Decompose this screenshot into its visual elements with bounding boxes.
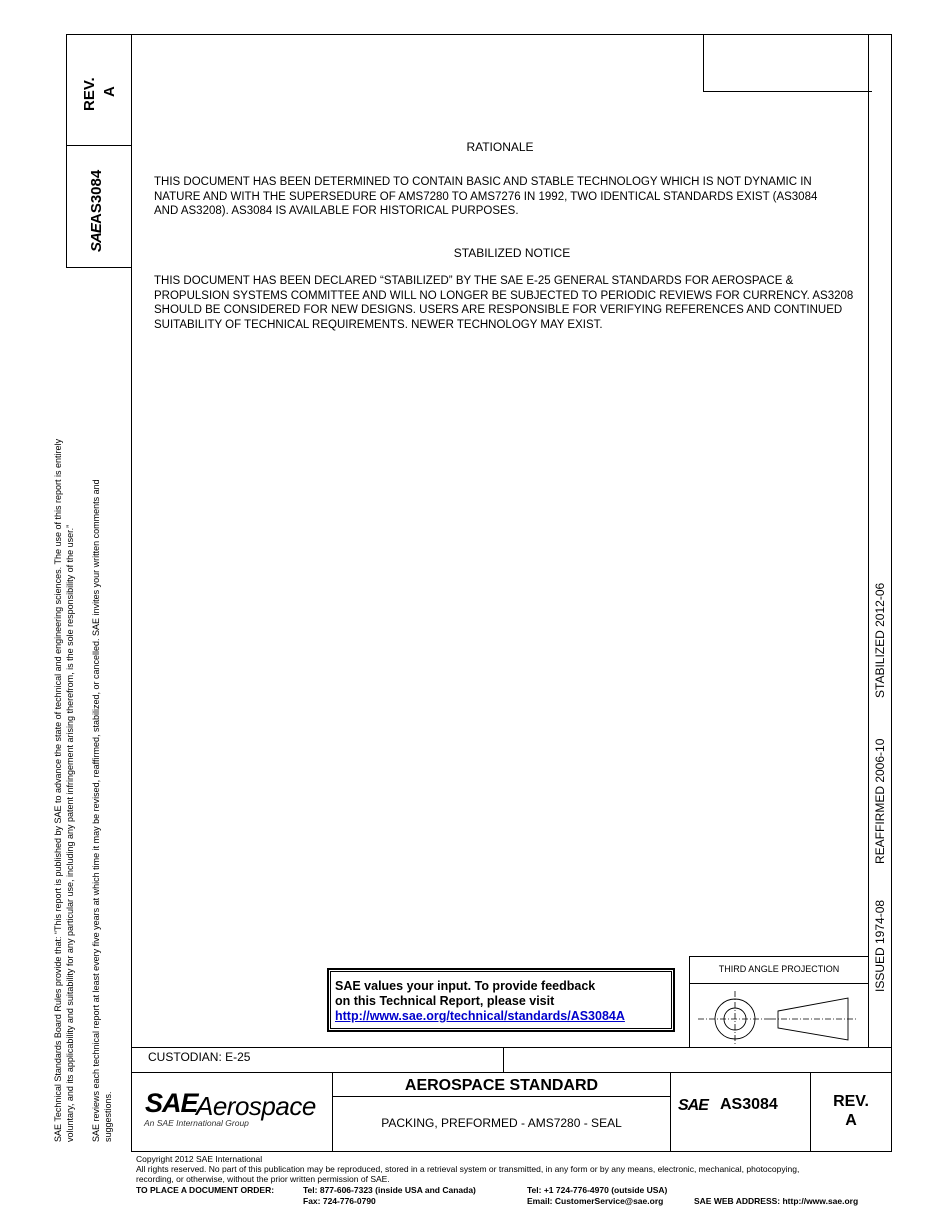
footer-rights-1: All rights reserved. No part of this publication may be reproduced, stored in a retrieval system or transmitted, in any form or by any means, electronic, mechanical, photocopying, — [136, 1164, 800, 1174]
footer-tel-usa: Tel: 877-606-7323 (inside USA and Canada) — [303, 1185, 476, 1195]
feedback-line1: SAE values your input. To provide feedback — [335, 979, 596, 993]
custodian-label: CUSTODIAN: E-25 — [148, 1050, 251, 1064]
sae-aerospace-logo: SAE — [145, 1088, 198, 1118]
stabilized-text: THIS DOCUMENT HAS BEEN DECLARED “STABILIZED” BY THE SAE E-25 GENERAL STANDARDS FOR AEROSPACE & PROPULSION SYSTEMS COMMITTEE AND WILL NO LONGER BE SUBJECTED TO PERIODIC REVIEWS FOR CURRENCY. AS3208 SHOULD BE CONSIDERED FOR NEW DESIGNS. USERS ARE RESPONSIBLE FOR VERIFYING REFERENCES AND CONTINUED SUITABILITY OF TECHNICAL REQUIREMENTS. NEWER TECHNOLOGY MAY EXIST. — [154, 275, 854, 331]
footer-tel-outside: Tel: +1 724-776-4970 (outside USA) — [527, 1185, 668, 1195]
aerospace-wordmark: Aerospace — [196, 1091, 316, 1121]
margin-notice-line1: SAE Technical Standards Board Rules provide that: “This report is published by SAE to advance the state of technical and engineering sciences. The use of this report is entirely — [53, 438, 63, 1142]
standard-heading: AEROSPACE STANDARD — [404, 1077, 599, 1094]
footer-rights-2: recording, or otherwise, without the prior written permission of SAE. — [136, 1174, 390, 1184]
docnum-sae-logo: SAE — [678, 1097, 708, 1114]
standard-subject: PACKING, PREFORMED - AMS7280 - SEAL — [381, 1116, 622, 1130]
spine-divider — [66, 145, 132, 146]
corner-box-bottom — [703, 91, 872, 92]
rationale-text: THIS DOCUMENT HAS BEEN DETERMINED TO CONTAIN BASIC AND STABLE TECHNOLOGY WHICH IS NOT DYNAMIC IN NATURE AND WITH THE SUPERSEDURE OF AMS7280 TO AMS7276 IN 1992, TWO IDENTICAL STANDARDS EXIST (AS3084 AND AS3208). AS3084 IS AVAILABLE FOR HISTORICAL PURPOSES. — [154, 176, 818, 217]
projection-symbol-icon — [690, 985, 868, 1047]
feedback-line2: on this Technical Report, please visit — [335, 994, 555, 1008]
right-strip-line — [868, 34, 869, 1048]
projection-label: THIRD ANGLE PROJECTION — [718, 964, 840, 974]
footer-order-label: TO PLACE A DOCUMENT ORDER: — [136, 1185, 275, 1195]
rationale-title: RATIONALE — [466, 140, 534, 154]
margin-notice-line2: voluntary, and its applicability and suitability for any particular use, including any patent infringement arising therefrom, is the sole responsibility of the user.” — [65, 524, 75, 1142]
custodian-top-line — [131, 1047, 892, 1048]
custodian-divider — [503, 1047, 504, 1073]
margin-notice-line4: suggestions. — [103, 1091, 113, 1142]
spine-rev-value: A — [101, 86, 118, 97]
title-rev-value: A — [845, 1112, 857, 1129]
projection-divider — [689, 983, 869, 984]
spine-doc-number: AS3084 — [88, 169, 105, 224]
issued-date: ISSUED 1974-08 — [873, 899, 887, 992]
corner-box-left — [703, 34, 704, 92]
footer-copyright: Copyright 2012 SAE International — [136, 1154, 263, 1164]
heading-divider — [333, 1096, 670, 1097]
spine-sae-logo: SAE — [88, 224, 105, 252]
heading-box-right — [670, 1072, 671, 1152]
logo-subtitle: An SAE International Group — [144, 1118, 249, 1128]
stabilized-title: STABILIZED NOTICE — [453, 246, 571, 260]
feedback-link[interactable]: http://www.sae.org/technical/standards/AS3084A — [335, 1009, 625, 1023]
footer-web[interactable]: SAE WEB ADDRESS: http://www.sae.org — [694, 1196, 859, 1206]
spine-rev-label: REV. — [81, 77, 98, 111]
footer-fax: Fax: 724-776-0790 — [303, 1196, 376, 1206]
footer-email[interactable]: Email: CustomerService@sae.org — [527, 1196, 664, 1206]
margin-notice-line3: SAE reviews each technical report at least every five years at which time it may be revised, reaffirmed, stabilized, or cancelled. SAE invites your written comments and — [91, 479, 101, 1142]
docnum-value: AS3084 — [720, 1096, 778, 1113]
reaffirmed-date: REAFFIRMED 2006-10 — [873, 738, 887, 864]
stabilized-date: STABILIZED 2012-06 — [873, 582, 887, 698]
title-rev-label: REV. — [833, 1093, 869, 1110]
